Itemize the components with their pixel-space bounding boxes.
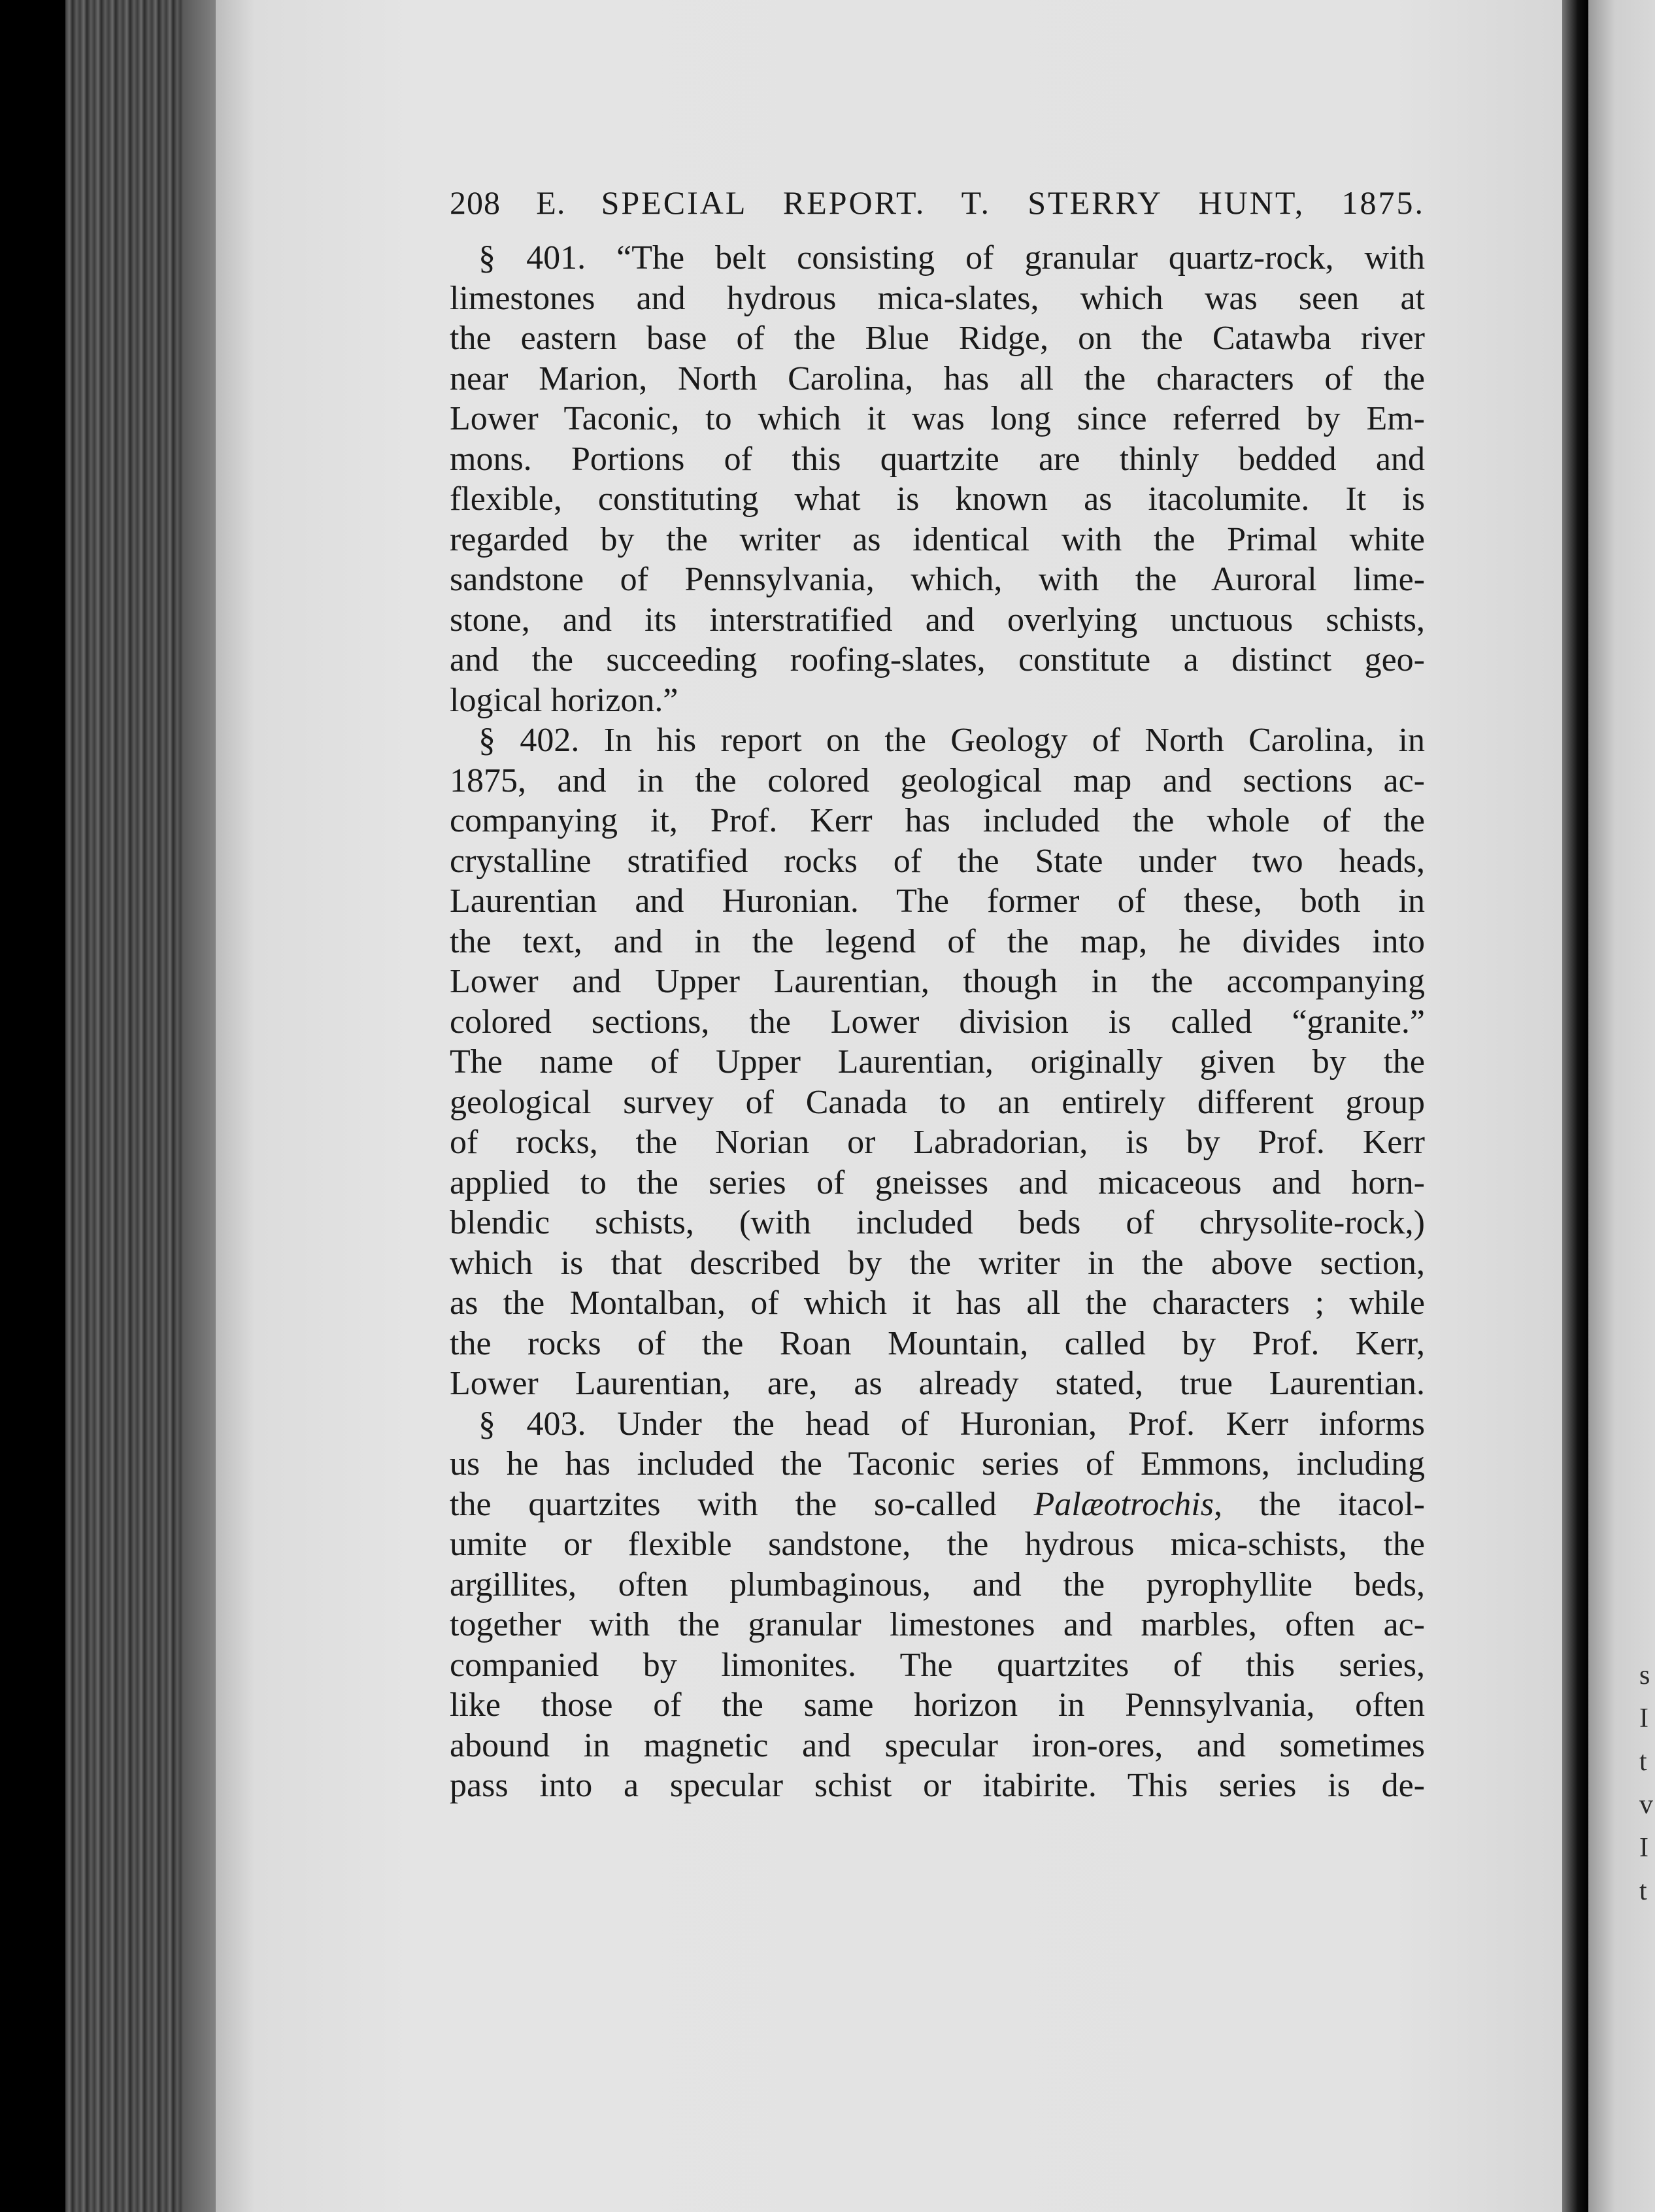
text-line: of rocks, the Norian or Labradorian, is by Prof. Kerr: [450, 1124, 1425, 1161]
running-header: [450, 176, 1425, 229]
text-line: crystalline stratified rocks of the State under two heads,: [450, 842, 1425, 880]
italic-term: Palæotrochis: [1033, 1485, 1214, 1523]
text-span: the quartzites with the so-called: [450, 1485, 1034, 1523]
paragraph-402: [450, 720, 1425, 1404]
text-line: blendic schists, (with included beds of chrysolite-rock,): [450, 1204, 1425, 1241]
page-number: 208 E.: [450, 184, 566, 221]
text-line: near Marion, North Carolina, has all the characters of the: [450, 360, 1425, 397]
facing-glyph: I: [1639, 1703, 1648, 1734]
facing-glyph: s: [1639, 1660, 1650, 1690]
text-line: companying it, Prof. Kerr has included the whole of the: [450, 802, 1425, 839]
text-line: geological survey of Canada to an entirely different group: [450, 1083, 1425, 1121]
text-line: pass into a specular schist or itabirite. This series is de-: [450, 1767, 1425, 1804]
facing-glyph: t: [1639, 1876, 1647, 1906]
text-line: colored sections, the Lower division is called “granite.”: [450, 1003, 1425, 1041]
text-line: like those of the same horizon in Pennsylvania, often: [450, 1686, 1425, 1724]
text-line: us he has included the Taconic series of Emmons, including: [450, 1445, 1425, 1483]
text-line: argillites, often plumbaginous, and the pyrophyllite beds,: [450, 1566, 1425, 1603]
paragraph-403: [450, 1404, 1425, 1806]
facing-page-text-fragments: [1639, 1654, 1655, 1913]
text-line: Laurentian and Huronian. The former of these, both in: [450, 882, 1425, 920]
text-line: regarded by the writer as identical with the Primal white: [450, 520, 1425, 558]
text-line: § 402. In his report on the Geology of North Carolina, in: [478, 722, 1425, 759]
text-line-with-italic: [450, 1484, 1425, 1525]
text-line: 1875, and in the colored geological map and sections ac-: [450, 762, 1425, 799]
book-gutter: [1562, 0, 1588, 2212]
text-line: Lower Taconic, to which it was long since referred by Em-: [450, 400, 1425, 437]
running-title: SPECIAL REPORT.: [601, 184, 926, 221]
text-line: as the Montalban, of which it has all the characters ; while: [450, 1284, 1425, 1322]
text-line: abound in magnetic and specular iron-ores, and sometimes: [450, 1726, 1425, 1764]
book-page-edges: [65, 0, 222, 2212]
page-text-block: [450, 176, 1425, 1806]
text-line: logical horizon.”: [450, 681, 678, 719]
paragraph-401: [450, 238, 1425, 720]
text-line: § 403. Under the head of Huronian, Prof. Kerr informs: [478, 1405, 1425, 1443]
text-line: § 401. “The belt consisting of granular quartz-rock, with: [478, 239, 1425, 276]
text-line: umite or flexible sandstone, the hydrous mica-schists, the: [450, 1526, 1425, 1563]
text-line: the text, and in the legend of the map, he divides into: [450, 922, 1425, 960]
running-author-year: T. STERRY HUNT, 1875.: [961, 184, 1426, 221]
text-line: sandstone of Pennsylvania, which, with the Auroral lime-: [450, 561, 1425, 598]
text-line: The name of Upper Laurentian, originally given by the: [450, 1043, 1425, 1081]
text-line: Lower Laurentian, are, as already stated, true Laurentian.: [450, 1365, 1425, 1402]
text-line: the rocks of the Roan Mountain, called by Prof. Kerr,: [450, 1324, 1425, 1362]
text-line: companied by limonites. The quartzites of this series,: [450, 1646, 1425, 1684]
facing-glyph: v: [1639, 1790, 1653, 1820]
facing-glyph: t: [1639, 1747, 1647, 1777]
text-line: applied to the series of gneisses and micaceous and horn-: [450, 1164, 1425, 1201]
text-line: and the succeeding roofing-slates, constitute a distinct geo-: [450, 641, 1425, 679]
text-line: flexible, constituting what is known as itacolumite. It is: [450, 480, 1425, 518]
text-line: Lower and Upper Laurentian, though in the accompanying: [450, 963, 1425, 1000]
text-line: limestones and hydrous mica-slates, which was seen at: [450, 279, 1425, 317]
text-span: , the itacol-: [1213, 1485, 1425, 1523]
text-line: together with the granular limestones and marbles, often ac-: [450, 1606, 1425, 1643]
text-line: mons. Portions of this quartzite are thinly bedded and: [450, 440, 1425, 478]
text-line: stone, and its interstratified and overlying unctuous schists,: [450, 601, 1425, 639]
text-line: which is that described by the writer in the above section,: [450, 1244, 1425, 1282]
text-line: the eastern base of the Blue Ridge, on the Catawba river: [450, 320, 1425, 357]
facing-glyph: I: [1639, 1833, 1648, 1863]
